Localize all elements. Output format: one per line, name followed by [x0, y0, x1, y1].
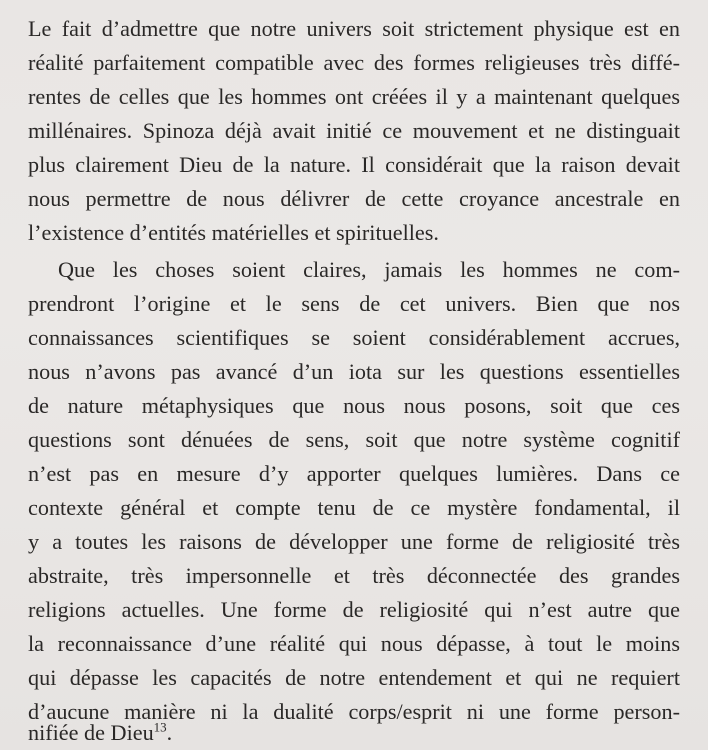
text-line: Que les choses soient claires, jamais les hommes ne com- [58, 257, 680, 282]
text-line: millénaires. Spinoza déjà avait initié ce mouvement et ne distinguait [28, 118, 680, 143]
text-line: n’est pas en mesure d’y apporter quelques lumières. Dans ce [28, 461, 680, 486]
text-line: rentes de celles que les hommes ont créées il y a maintenant quelques [28, 84, 680, 109]
text-fragment: nifiée de Dieu [28, 720, 154, 745]
text-line: Le fait d’admettre que notre univers soit strictement physique est en [28, 16, 680, 41]
text-line: la reconnaissance d’une réalité qui nous dépasse, à tout le moins [28, 631, 680, 656]
text-line: d’aucune manière ni la dualité corps/esprit ni une forme person- [28, 699, 680, 724]
text-line: réalité parfaitement compatible avec des formes religieuses très diffé- [28, 50, 680, 75]
text-line: qui dépasse les capacités de notre entendement et qui ne requiert [28, 665, 680, 690]
text-line: abstraite, très impersonnelle et très déconnectée des grandes [28, 563, 680, 588]
text-line: prendront l’origine et le sens de cet univers. Bien que nos [28, 291, 680, 316]
text-line: nous n’avons pas avancé d’un iota sur les questions essentielles [28, 359, 680, 384]
final-period: . [166, 720, 173, 745]
text-line: contexte général et compte tenu de ce mystère fondamental, il [28, 495, 680, 520]
text-line: plus clairement Dieu de la nature. Il considérait que la raison devait [28, 152, 680, 177]
text-line: nous permettre de nous délivrer de cette croyance ancestrale en [28, 186, 680, 211]
text-line: questions sont dénuées de sens, soit que notre système cognitif [28, 427, 680, 452]
text-line: religions actuelles. Une forme de religiosité qui n’est autre que [28, 597, 680, 622]
text-line-final [28, 716, 680, 750]
text-line: l’existence d’entités matérielles et spirituelles. [28, 220, 439, 245]
text-line: connaissances scientifiques se soient considérablement accrues, [28, 325, 680, 350]
footnote-ref[interactable]: 13 [153, 719, 167, 735]
text-line: de nature métaphysiques que nous nous posons, soit que ces [28, 393, 680, 418]
text-line: y a toutes les raisons de développer une forme de religiosité très [28, 529, 680, 554]
